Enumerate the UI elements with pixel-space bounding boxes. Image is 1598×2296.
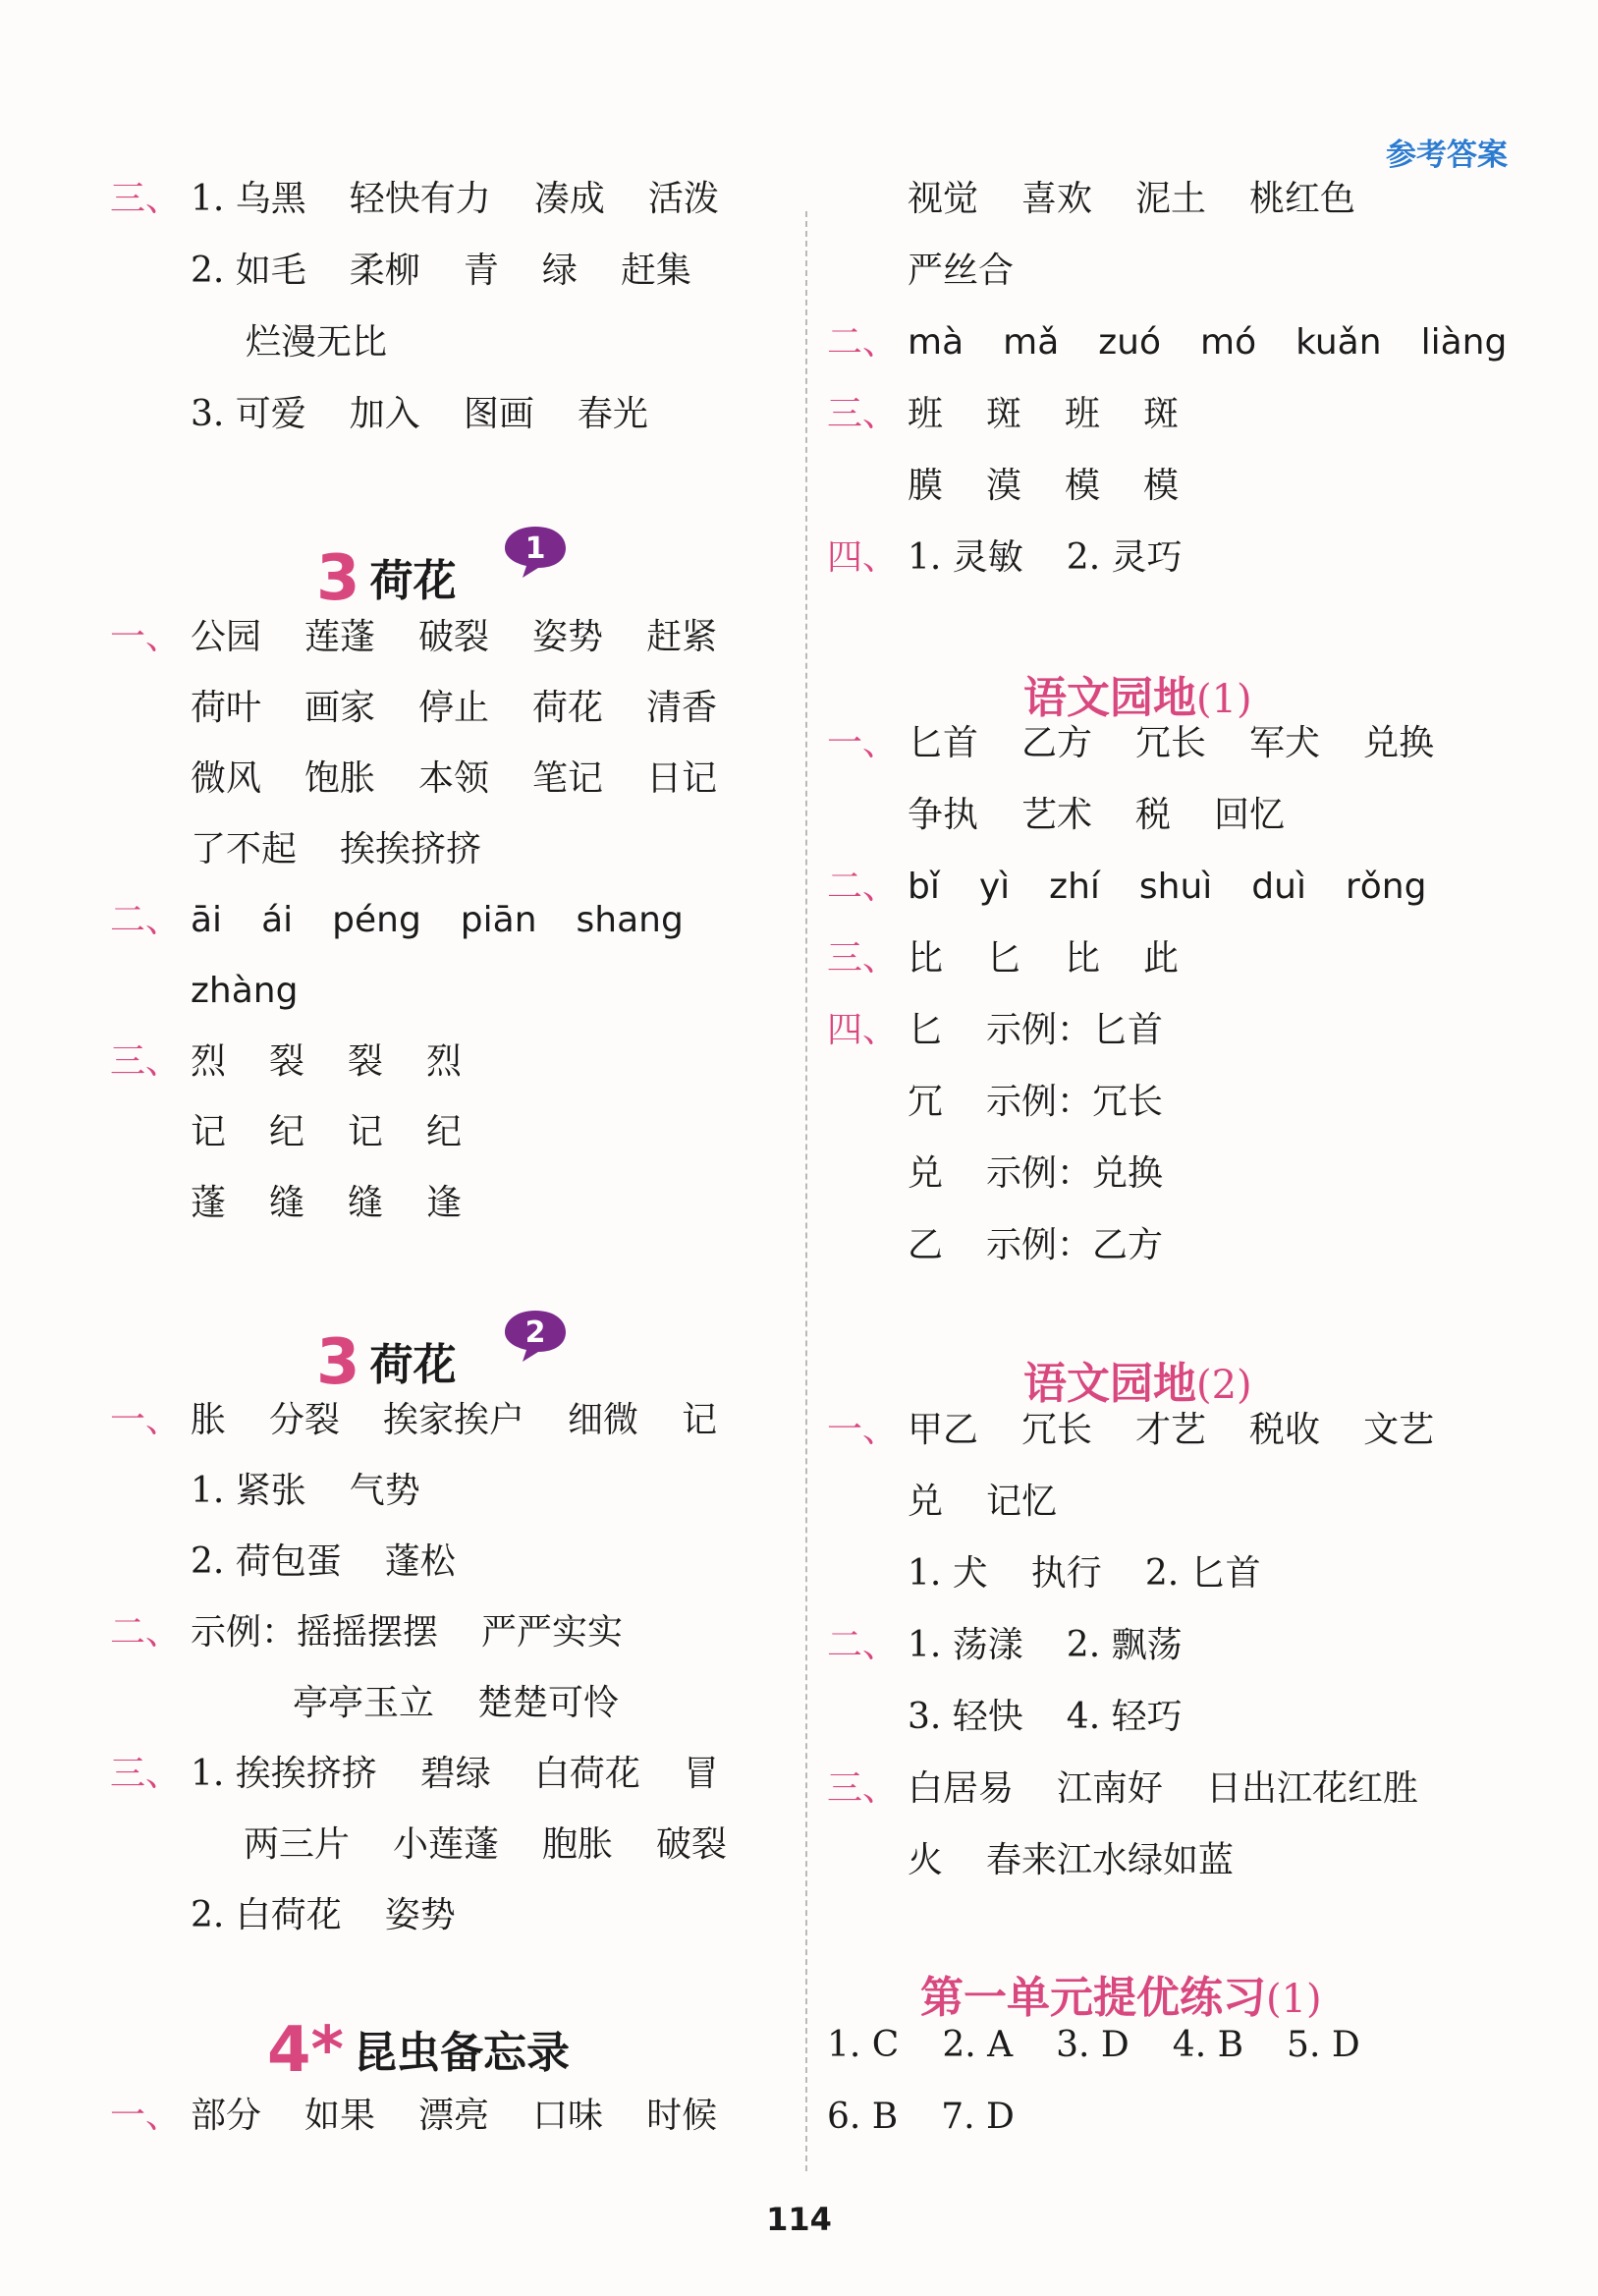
answer-item: 清香 (646, 688, 718, 728)
answer-item: 图画 (463, 394, 534, 434)
answer-line (191, 1892, 456, 1939)
answer-item: 冗 (908, 1082, 944, 1122)
answer-item: 荷花 (532, 688, 604, 728)
answer-item: 1. 灵敏 (908, 537, 1023, 578)
answer-line (827, 935, 1179, 982)
answer-item: zhàng (191, 971, 299, 1011)
answer-item: 姿势 (532, 617, 604, 657)
answer-item: 7. D (941, 2097, 1015, 2137)
answer-item: 胀 (191, 1400, 227, 1440)
unit-title (920, 1962, 1322, 2025)
answer-line (908, 176, 1355, 223)
answer-line (191, 756, 717, 803)
answer-item: 记 (682, 1400, 718, 1440)
answer-item: 白荷花 (533, 1754, 640, 1794)
answer-item: 2. A (942, 2025, 1014, 2065)
question-marker: 二、 (827, 322, 899, 363)
answer-line (191, 1539, 456, 1586)
lesson-name: 荷花 (369, 556, 457, 606)
answer-item: 挨家挨户 (383, 1400, 525, 1440)
answer-line (908, 1079, 1163, 1126)
answer-line (908, 1550, 1261, 1597)
answer-item: 兑 (908, 1482, 944, 1522)
answer-item: 柔柳 (349, 251, 420, 291)
answer-item: 分裂 (269, 1400, 341, 1440)
answer-line (827, 864, 1426, 911)
answer-item: 4. 轻巧 (1066, 1697, 1183, 1737)
answer-item: 凑成 (533, 179, 605, 219)
answer-item: 逢 (426, 1183, 463, 1223)
answer-line (827, 1765, 1418, 1813)
answer-item: duì (1251, 867, 1306, 907)
answer-line (246, 319, 387, 366)
answer-item: zuó (1098, 322, 1162, 363)
answer-item: 税收 (1249, 1410, 1321, 1450)
answer-line (908, 792, 1285, 839)
answer-item: 破裂 (656, 1824, 728, 1865)
answer-item: 税 (1135, 795, 1172, 835)
answer-item: 赶集 (620, 251, 691, 291)
answer-item: 火 (908, 1840, 944, 1880)
answer-line (191, 968, 298, 1015)
question-marker: 一、 (110, 2096, 182, 2136)
answer-line (827, 1622, 1183, 1669)
answer-line (827, 2094, 1015, 2141)
answer-item: 日出江花红胜 (1206, 1768, 1419, 1809)
answer-item: mó (1200, 322, 1257, 363)
answer-item: 才艺 (1135, 1410, 1207, 1450)
answer-item: 春来江水绿如蓝 (986, 1840, 1235, 1880)
answer-item: 春光 (577, 394, 648, 434)
answer-item: 气势 (349, 1471, 420, 1511)
answer-item: 1. 挨挨挤挤 (191, 1754, 377, 1794)
answer-item: 2. 飘荡 (1066, 1625, 1183, 1665)
answer-item: 冗长 (1021, 1410, 1093, 1450)
answer-line (110, 1038, 462, 1086)
answer-item: 泥土 (1135, 179, 1207, 219)
answer-line (827, 2022, 1360, 2069)
answer-item: 了不起 (191, 829, 298, 869)
answer-item: zhí (1049, 867, 1100, 907)
answer-item: 缝 (269, 1183, 305, 1223)
answer-item: 严丝合 (908, 251, 1015, 291)
question-marker: 三、 (827, 938, 899, 979)
answer-line (191, 1180, 462, 1227)
answer-item: 裂 (348, 1041, 384, 1082)
answer-item: 烂漫无比 (246, 322, 388, 363)
answer-line (908, 1150, 1163, 1198)
answer-item: 时候 (646, 2096, 718, 2136)
answer-item: 加入 (349, 394, 420, 434)
answer-item: 2. 白荷花 (191, 1895, 342, 1935)
answer-item: 斑 (986, 394, 1022, 434)
answer-line (908, 463, 1179, 510)
question-marker: 三、 (110, 1041, 182, 1082)
answer-item: mà (908, 322, 964, 363)
answer-line (110, 897, 684, 944)
answer-item: 5. D (1287, 2025, 1360, 2065)
answer-item: 记忆 (986, 1482, 1058, 1522)
answer-item: 军犬 (1249, 723, 1321, 763)
answer-item: 2. 灵巧 (1066, 537, 1183, 578)
garden-title-2 (1023, 1348, 1252, 1411)
answer-item: 甲乙 (908, 1410, 979, 1450)
answer-item: 裂 (269, 1041, 305, 1082)
answer-item: 青 (463, 251, 499, 291)
page-number: 114 (766, 2201, 832, 2238)
part-badge-icon (501, 523, 570, 580)
answer-item: 2. 荷包蛋 (191, 1541, 342, 1582)
answer-line (827, 391, 1179, 438)
column-divider (805, 211, 807, 2171)
question-marker: 一、 (827, 1410, 899, 1450)
question-marker: 二、 (827, 1625, 899, 1665)
answer-item: shang (576, 900, 684, 940)
answer-item: 3. D (1056, 2025, 1130, 2065)
answer-item: yì (978, 867, 1011, 907)
answer-line (908, 1837, 1234, 1884)
answer-item: 漠 (986, 466, 1022, 506)
answer-item: 示例：兑换 (986, 1153, 1164, 1194)
question-marker: 二、 (110, 900, 182, 940)
answer-item: mǎ (1003, 322, 1060, 363)
answer-item: 如果 (304, 2096, 376, 2136)
badge-number: 2 (524, 1316, 546, 1350)
lesson-number: 3 (316, 1326, 360, 1399)
answer-item: 斑 (1143, 394, 1180, 434)
answer-item: 饱胀 (304, 758, 376, 799)
answer-item: 江南好 (1057, 1768, 1164, 1809)
garden-part: (1) (1196, 677, 1252, 722)
answer-item: 匕 (908, 1010, 944, 1050)
answer-item: 冒 (683, 1754, 719, 1794)
answer-line (191, 391, 648, 438)
answer-item: 3. 轻快 (908, 1697, 1023, 1737)
answer-item: 此 (1143, 938, 1180, 979)
answer-item: 蓬 (191, 1183, 227, 1223)
question-marker: 一、 (827, 723, 899, 763)
answer-item: 回忆 (1214, 795, 1286, 835)
answer-item: 活泼 (647, 179, 719, 219)
answer-line (191, 1109, 462, 1156)
answer-item: 纪 (269, 1112, 305, 1152)
answer-item: 桃红色 (1249, 179, 1356, 219)
question-marker: 三、 (827, 394, 899, 434)
answer-line (110, 1751, 719, 1798)
answer-line (827, 319, 1507, 366)
answer-item: 公园 (191, 617, 262, 657)
lesson-title-3-1 (316, 542, 457, 615)
answer-item: āi (191, 900, 223, 940)
garden-title-1 (1023, 662, 1252, 725)
answer-item: 轻快有力 (349, 179, 491, 219)
answer-line (110, 1397, 717, 1444)
question-marker: 四、 (827, 1010, 899, 1050)
answer-item: 兑换 (1363, 723, 1435, 763)
answer-item: 破裂 (418, 617, 490, 657)
answer-item: 停止 (418, 688, 490, 728)
answer-item: 荷叶 (191, 688, 262, 728)
answer-item: 比 (1065, 938, 1101, 979)
question-marker: 三、 (110, 1754, 182, 1794)
answer-item: 执行 (1030, 1553, 1102, 1594)
answer-item: 4. B (1172, 2025, 1244, 2065)
answer-line (908, 1222, 1163, 1269)
answer-line (827, 1007, 1163, 1054)
answer-item: 碧绿 (419, 1754, 491, 1794)
answer-line (827, 720, 1434, 767)
unit-part: (1) (1266, 1977, 1322, 2022)
answer-item: rǒng (1345, 867, 1427, 907)
answer-item: 艺术 (1021, 795, 1093, 835)
answer-line (110, 1609, 623, 1656)
answer-item: 示例：摇摇摆摆 (191, 1612, 439, 1652)
question-marker: 一、 (110, 617, 182, 657)
answer-item: 示例：冗长 (986, 1082, 1164, 1122)
answer-item: liàng (1420, 322, 1508, 363)
answer-item: 乙 (908, 1225, 944, 1265)
answer-item: 班 (908, 394, 944, 434)
answer-item: 2. 如毛 (191, 251, 306, 291)
answer-item: 烈 (191, 1041, 227, 1082)
answer-item: 本领 (418, 758, 490, 799)
answer-line (110, 614, 717, 661)
answer-item: 1. 紧张 (191, 1471, 306, 1511)
answer-item: 视觉 (908, 179, 979, 219)
answer-line (293, 1680, 619, 1727)
answer-item: 1. 乌黑 (191, 179, 306, 219)
question-marker: 一、 (110, 1400, 182, 1440)
answer-item: 小莲蓬 (393, 1824, 500, 1865)
answer-item: 2. 匕首 (1144, 1553, 1261, 1594)
answer-item: 赶紧 (646, 617, 718, 657)
answer-line (110, 2093, 717, 2140)
garden-name: 语文园地 (1023, 1359, 1196, 1409)
answer-item: 喜欢 (1021, 179, 1093, 219)
answer-item: 漂亮 (418, 2096, 490, 2136)
answer-item: 比 (908, 938, 944, 979)
lesson-title-4 (267, 2014, 570, 2087)
lesson-number: 4* (267, 2014, 344, 2087)
answer-line (908, 248, 1014, 295)
unit-name: 第一单元提优练习 (920, 1973, 1266, 2023)
answer-item: 口味 (532, 2096, 604, 2136)
answer-line (827, 534, 1183, 582)
answer-item: péng (332, 900, 421, 940)
answer-item: 乙方 (1021, 723, 1093, 763)
question-marker: 二、 (110, 1612, 182, 1652)
question-marker: 四、 (827, 537, 899, 578)
answer-item: bǐ (908, 867, 940, 907)
answer-item: 记 (348, 1112, 384, 1152)
answer-line (191, 685, 717, 732)
lesson-name: 荷花 (369, 1340, 457, 1390)
answer-item: 匕首 (908, 723, 979, 763)
answer-item: 班 (1065, 394, 1101, 434)
answer-item: 楚楚可怜 (477, 1683, 620, 1723)
question-marker: 三、 (110, 179, 182, 219)
answer-item: 蓬松 (384, 1541, 456, 1582)
answer-item: 6. B (827, 2097, 899, 2137)
answer-item: 匕 (986, 938, 1022, 979)
answer-item: 膜 (908, 466, 944, 506)
part-badge-icon (501, 1307, 570, 1364)
question-marker: 二、 (827, 867, 899, 907)
answer-line (908, 1694, 1183, 1741)
answer-item: piān (460, 900, 537, 940)
badge-number: 1 (524, 532, 546, 566)
lesson-number: 3 (316, 542, 360, 615)
garden-name: 语文园地 (1023, 673, 1196, 723)
answer-item: 1. C (827, 2025, 900, 2065)
answer-item: 两三片 (244, 1824, 351, 1865)
answer-item: 1. 荡漾 (908, 1625, 1023, 1665)
answer-item: 严严实实 (481, 1612, 624, 1652)
answer-line (191, 248, 691, 295)
answer-item: 记 (191, 1112, 227, 1152)
answer-item: 缝 (348, 1183, 384, 1223)
answer-item: kuǎn (1295, 322, 1382, 363)
answer-item: 笔记 (532, 758, 604, 799)
answer-item: 部分 (191, 2096, 262, 2136)
answer-item: 1. 犬 (908, 1553, 988, 1594)
answer-item: 烈 (426, 1041, 463, 1082)
answer-line (908, 1479, 1057, 1526)
answer-item: 模 (1065, 466, 1101, 506)
answer-item: ái (261, 900, 294, 940)
answer-item: 示例：匕首 (986, 1010, 1164, 1050)
answer-item: 细微 (568, 1400, 639, 1440)
answer-line (191, 826, 481, 873)
answer-item: 胞胀 (542, 1824, 614, 1865)
answer-item: 纪 (426, 1112, 463, 1152)
answer-item: 白居易 (908, 1768, 1015, 1809)
answer-item: 争执 (908, 795, 979, 835)
answer-item: 画家 (304, 688, 376, 728)
answer-item: 绿 (541, 251, 578, 291)
answer-item: 文艺 (1363, 1410, 1435, 1450)
answer-item: shuì (1138, 867, 1213, 907)
answer-item: 日记 (646, 758, 718, 799)
garden-part: (2) (1196, 1363, 1252, 1408)
lesson-title-3-2 (316, 1326, 457, 1399)
answer-item: 兑 (908, 1153, 944, 1194)
answer-item: 3. 可爱 (191, 394, 306, 434)
question-marker: 三、 (827, 1768, 899, 1809)
answer-item: 模 (1143, 466, 1180, 506)
answer-item: 挨挨挤挤 (340, 829, 482, 869)
answer-line (827, 1407, 1434, 1454)
answer-item: 姿势 (384, 1895, 456, 1935)
lesson-name: 昆虫备忘录 (354, 2028, 570, 2078)
answer-item: 微风 (191, 758, 262, 799)
answer-item: 冗长 (1135, 723, 1207, 763)
answer-item: 示例：乙方 (986, 1225, 1164, 1265)
answer-line (110, 176, 719, 223)
answer-item: 莲蓬 (304, 617, 376, 657)
answer-item: 亭亭玉立 (293, 1683, 435, 1723)
answer-line (244, 1821, 727, 1869)
answer-line (191, 1468, 420, 1515)
section-header: 参考答案 (1386, 138, 1508, 173)
